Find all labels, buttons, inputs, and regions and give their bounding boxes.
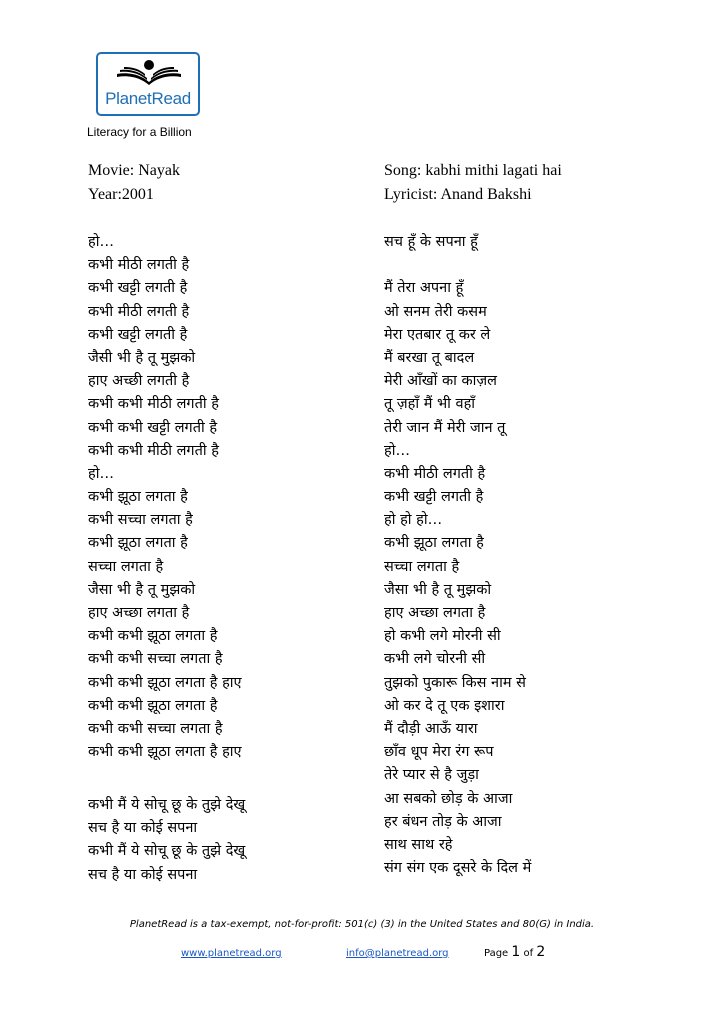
lyric-line: कभी सच्चा लगता है [88,512,193,529]
lyric-line: तेरी जान मैं मेरी जान तू [384,419,506,436]
lyric-line: हो… [88,465,114,482]
lyric-line: कभी झूठा लगता है [88,535,188,552]
lyric-line: कभी कभी झूठा लगता है [88,628,218,645]
lyric-line: ओ सनम तेरी कसम [384,303,487,320]
lyric-line: कभी कभी झूठा लगता है हाए [88,744,242,761]
lyric-line: मेरी आँखों का काज़ल [384,373,497,390]
page-current: 1 [511,944,521,960]
lyric-line: कभी मीठी लगती है [88,257,190,274]
lyric-line: हर बंधन तोड़ के आजा [384,813,502,830]
lyric-line: सच है या कोई सपना [88,866,198,883]
lyric-line: सच हूँ के सपना हूँ [384,234,478,250]
movie-year: Year:2001 [88,186,154,203]
lyric-line: मैं दौड़ी आऊँ यारा [384,720,478,737]
lyric-line: जैसी भी है तू मुझको [88,349,196,366]
page-number [484,944,545,960]
song-lyricist: Lyricist: Anand Bakshi [384,186,532,203]
lyric-line: तू ज़हाँ मैं भी वहाँ [384,396,476,413]
lyric-line: कभी कभी मीठी लगती है [88,396,219,413]
lyric-line: तुझको पुकारू किस नाम से [384,674,526,691]
lyric-line: हो कभी लगे मोरनी सी [384,628,501,645]
logo-brand-text: PlanetRead [105,89,191,108]
lyric-line: कभी मीठी लगती है [384,465,486,482]
lyric-line: मेरा एतबार तू कर ले [384,326,491,343]
lyrics-right-column [384,231,531,880]
lyric-line: कभी कभी खट्टी लगती है [88,419,218,436]
lyric-line: संग संग एक दूसरे के दिल में [384,860,532,877]
lyric-line: कभी कभी झूठा लगता है हाए [88,674,242,691]
lyrics-left-stanza [88,794,245,887]
lyric-line: तेरे प्यार से है जुड़ा [384,767,479,784]
page-of: of [523,948,534,959]
footer-tax-note: PlanetRead is a tax-exempt, not-for-profit: 501(c) (3) in the United States and 80(G) in India. [129,919,595,930]
lyric-line: साथ साथ रहे [384,836,453,853]
lyric-line: मैं तेरा अपना हूँ [384,280,464,297]
lyric-line: कभी कभी झूठा लगता है [88,697,218,714]
movie-title: Movie: Nayak [88,162,180,179]
lyric-line: कभी झूठा लगता है [384,535,484,552]
movie-info [88,159,180,207]
website-link[interactable]: www.planetread.org [181,948,282,959]
open-book-icon [114,58,184,92]
page-total: 2 [536,944,546,960]
lyric-line: मैं बरखा तू बादल [384,349,475,366]
lyric-line: हाए अच्छा लगता है [384,605,486,621]
logo-tagline: Literacy for a Billion [87,125,192,139]
lyric-line: कभी खट्टी लगती है [88,280,188,297]
song-title: Song: kabhi mithi lagati hai [384,162,562,179]
lyric-line: कभी झूठा लगता है [88,489,188,506]
page-prefix: Page [484,948,509,959]
lyric-line: हाए अच्छी लगती है [88,373,190,390]
email-link[interactable]: info@planetread.org [346,948,449,959]
lyric-line: कभी खट्टी लगती है [384,489,484,506]
song-info [384,159,562,207]
lyric-line: कभी खट्टी लगती है [88,326,188,343]
planetread-logo [96,52,200,116]
lyric-line: कभी कभी सच्चा लगता है [88,720,223,737]
lyric-line: सच्चा लगता है [384,558,460,575]
lyric-line: आ सबको छोड़ के आजा [384,790,513,807]
lyric-line: कभी मीठी लगती है [88,303,190,320]
lyric-line: कभी लगे चोरनी सी [384,651,486,668]
lyric-line: ओ कर दे तू एक इशारा [384,697,505,714]
lyric-line [384,254,531,277]
lyric-line: जैसा भी है तू मुझको [88,581,196,598]
lyric-line: कभी कभी मीठी लगती है [88,442,219,459]
lyric-line: जैसा भी है तू मुझको [384,581,492,598]
lyric-line: सच है या कोई सपना [88,820,198,837]
lyric-line: कभी मैं ये सोचू छू के तुझे देखू [88,797,246,813]
lyric-line: हो हो हो… [384,512,443,529]
lyric-line: कभी मैं ये सोचू छू के तुझे देखू [88,843,246,860]
lyric-line: हो… [88,234,114,250]
lyric-line: सच्चा लगता है [88,558,164,575]
lyrics-left-column [88,231,242,764]
lyric-line: हाए अच्छा लगता है [88,605,190,621]
lyric-line: हो… [384,442,410,459]
lyric-line: छाँव धूप मेरा रंग रूप [384,744,494,761]
lyric-line: कभी कभी सच्चा लगता है [88,651,223,668]
